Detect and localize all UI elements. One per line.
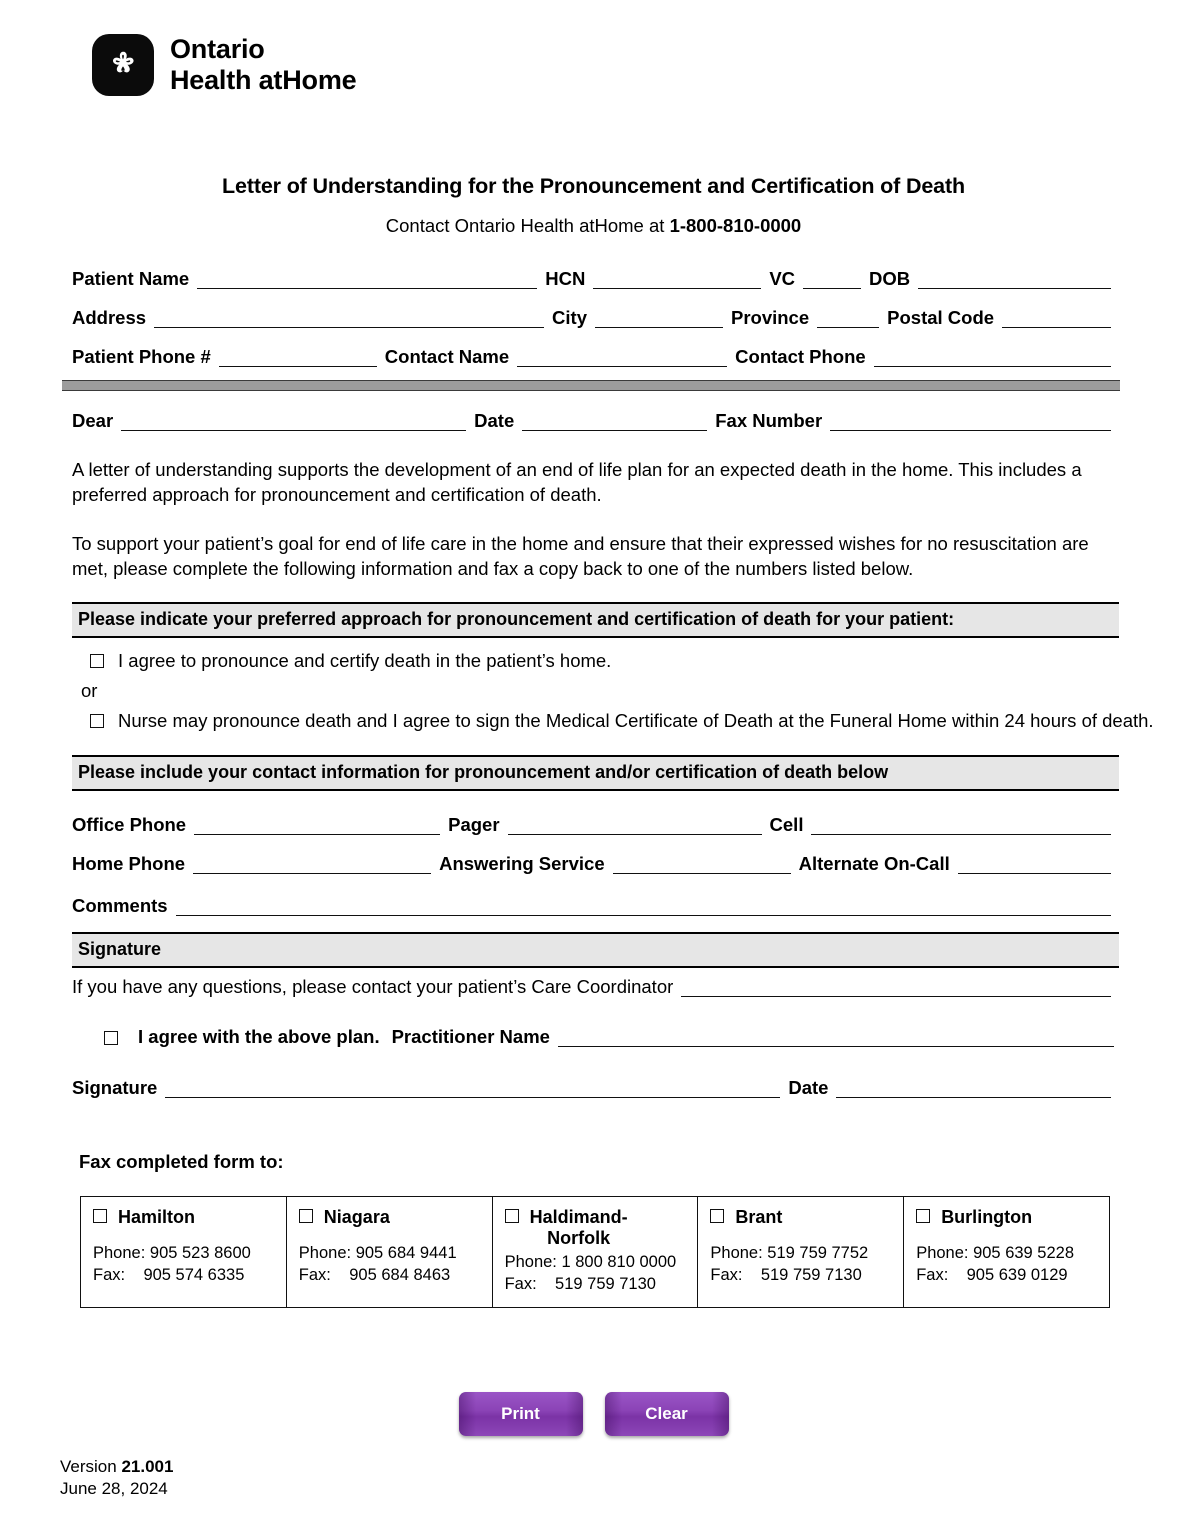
- checkbox-pronounce-at-home-icon[interactable]: [90, 654, 104, 668]
- fax-value: 905 639 0129: [966, 1265, 1068, 1284]
- care-coordinator-text: If you have any questions, please contact your patient’s Care Coordinator: [72, 976, 674, 997]
- fax-table-title: Fax completed form to:: [79, 1151, 284, 1172]
- signature-date-label: Date: [788, 1077, 829, 1098]
- signature-label: Signature: [72, 1077, 158, 1098]
- brand-line-2: Health atHome: [170, 65, 357, 95]
- phone-value: 905 523 8600: [149, 1243, 251, 1262]
- fax-office-name: Niagara: [323, 1207, 390, 1227]
- approach-option-2[interactable]: [90, 710, 1154, 732]
- contact-subtitle: [0, 215, 1187, 237]
- patient-phone-row: [72, 346, 1119, 368]
- answering-service-label: Answering Service: [439, 853, 605, 874]
- checkbox-agree-plan-icon[interactable]: [104, 1031, 118, 1045]
- contact-name-input[interactable]: [517, 349, 727, 367]
- cell-input[interactable]: [811, 817, 1111, 835]
- home-phone-input[interactable]: [193, 856, 431, 874]
- fax-office-header: [505, 1207, 686, 1249]
- fax-number-label: Fax Number: [715, 410, 823, 431]
- phone-label: Phone:: [298, 1243, 352, 1262]
- fax-label: Fax:: [298, 1265, 331, 1284]
- fax-label: Fax:: [504, 1274, 537, 1293]
- comments-row: [72, 895, 1119, 917]
- fax-office-header: [299, 1207, 480, 1228]
- comments-label: Comments: [72, 895, 168, 916]
- phone-value: 905 684 9441: [355, 1243, 457, 1262]
- dob-label: DOB: [869, 268, 911, 289]
- fax-office-name: Brant: [735, 1207, 783, 1227]
- phone-value: 1 800 810 0000: [561, 1252, 677, 1271]
- or-label: or: [81, 680, 98, 701]
- patient-name-label: Patient Name: [72, 268, 190, 289]
- answering-service-input[interactable]: [613, 856, 791, 874]
- fax-value: 519 759 7130: [555, 1274, 656, 1293]
- home-phone-label: Home Phone: [72, 853, 186, 874]
- checkbox-niagara-icon[interactable]: [299, 1209, 313, 1223]
- fax-office-header: [710, 1207, 891, 1228]
- dear-label: Dear: [72, 410, 114, 431]
- fax-row: [710, 1266, 861, 1284]
- page-title: Letter of Understanding for the Pronouncement and Certification of Death: [222, 174, 965, 198]
- fax-office-numbers: [93, 1242, 274, 1286]
- version-line: [60, 1456, 173, 1478]
- table-cell-burlington[interactable]: [904, 1197, 1109, 1307]
- phone-value: 519 759 7752: [767, 1243, 869, 1262]
- form-actions: [0, 1392, 1187, 1436]
- approach-section-header: Please indicate your preferred approach for pronouncement and certification of death for your patient:: [72, 602, 1119, 638]
- office-phone-row: [72, 814, 1119, 836]
- pager-input[interactable]: [508, 817, 762, 835]
- contact-phone-label: Contact Phone: [735, 346, 866, 367]
- subtitle-prefix: Contact Ontario Health atHome at: [385, 215, 670, 236]
- phone-label: Phone:: [916, 1243, 969, 1262]
- checkbox-burlington-icon[interactable]: [916, 1209, 930, 1223]
- hcn-label: HCN: [545, 268, 586, 289]
- table-cell-haldimand-norfolk[interactable]: [493, 1197, 699, 1307]
- home-phone-row: [72, 853, 1119, 875]
- phone-row: [710, 1244, 868, 1262]
- patient-name-input[interactable]: [197, 271, 537, 289]
- patient-name-row: [72, 268, 1119, 290]
- alternate-oncall-label: Alternate On-Call: [798, 853, 950, 874]
- fax-office-header: [916, 1207, 1097, 1228]
- phone-row: [299, 1244, 457, 1262]
- ontario-trillium-logo-icon: [92, 34, 154, 96]
- fax-office-name: Burlington: [941, 1207, 1033, 1227]
- care-coordinator-row: [72, 976, 1119, 998]
- version-label: Version: [60, 1457, 122, 1476]
- subtitle-phone: 1-800-810-0000: [669, 215, 802, 236]
- fax-office-numbers: [505, 1251, 686, 1295]
- agree-plan-row[interactable]: [104, 1026, 1122, 1048]
- postal-code-label: Postal Code: [887, 307, 995, 328]
- fax-office-numbers: [916, 1242, 1097, 1286]
- address-input[interactable]: [154, 310, 544, 328]
- province-label: Province: [730, 307, 810, 328]
- province-input[interactable]: [817, 310, 879, 328]
- fax-row: [93, 1266, 244, 1284]
- office-phone-label: Office Phone: [72, 814, 187, 835]
- fax-row: [505, 1275, 656, 1293]
- approach-option-1-label: I agree to pronounce and certify death in the patient’s home.: [118, 650, 612, 671]
- fax-office-numbers: [710, 1242, 891, 1286]
- fax-office-header: [93, 1207, 274, 1228]
- table-cell-brant[interactable]: [698, 1197, 904, 1307]
- intro-paragraph-1: A letter of understanding supports the development of an end of life plan for an expected death in the home. This includes a preferred approach for pronouncement and certification of death.: [72, 459, 1082, 505]
- print-button[interactable]: [459, 1392, 583, 1436]
- vc-input[interactable]: [803, 271, 861, 289]
- clear-button-label: Clear: [645, 1404, 688, 1423]
- vc-label: VC: [769, 268, 796, 289]
- approach-or-text: [81, 680, 97, 702]
- fax-row: [299, 1266, 450, 1284]
- checkbox-hamilton-icon[interactable]: [93, 1209, 107, 1223]
- print-button-label: Print: [501, 1404, 540, 1423]
- cell-label: Cell: [769, 814, 804, 835]
- letter-date-label: Date: [474, 410, 515, 431]
- letter-date-input[interactable]: [522, 413, 707, 431]
- phone-row: [505, 1253, 677, 1271]
- fax-office-name-line2: Norfolk: [547, 1227, 611, 1248]
- clear-button[interactable]: [605, 1392, 729, 1436]
- fax-office-name: Hamilton: [118, 1207, 196, 1227]
- fax-row: [916, 1266, 1067, 1284]
- phone-label: Phone:: [93, 1243, 146, 1262]
- address-row: [72, 307, 1119, 329]
- practitioner-name-label: Practitioner Name: [391, 1026, 550, 1047]
- checkbox-haldimand-norfolk-icon[interactable]: [505, 1209, 519, 1223]
- fax-number-input[interactable]: [830, 413, 1111, 431]
- signature-input[interactable]: [165, 1080, 780, 1098]
- comments-input[interactable]: [176, 898, 1111, 916]
- city-label: City: [552, 307, 587, 328]
- contact-name-label: Contact Name: [384, 346, 510, 367]
- fax-value: 905 574 6335: [143, 1265, 245, 1284]
- postal-code-input[interactable]: [1002, 310, 1111, 328]
- phone-value: 905 639 5228: [973, 1243, 1075, 1262]
- dob-input[interactable]: [918, 271, 1111, 289]
- agree-plan-label: I agree with the above plan.: [138, 1026, 380, 1047]
- contact-section-header: Please include your contact information for pronouncement and/or certification of death below: [72, 755, 1119, 791]
- address-label: Address: [72, 307, 147, 328]
- version-number: 21.001: [121, 1457, 174, 1476]
- fax-office-numbers: [299, 1242, 480, 1286]
- practitioner-name-input[interactable]: [558, 1029, 1114, 1047]
- fax-value: 905 684 8463: [349, 1265, 451, 1284]
- dear-input[interactable]: [121, 413, 466, 431]
- city-input[interactable]: [595, 310, 723, 328]
- document-version-footer: [60, 1456, 173, 1501]
- table-cell-hamilton[interactable]: [81, 1197, 287, 1307]
- signature-date-input[interactable]: [836, 1080, 1111, 1098]
- patient-phone-input[interactable]: [219, 349, 377, 367]
- table-cell-niagara[interactable]: [287, 1197, 493, 1307]
- contact-phone-input[interactable]: [874, 349, 1111, 367]
- phone-label: Phone:: [710, 1243, 763, 1262]
- version-date: June 28, 2024: [60, 1479, 168, 1499]
- care-coordinator-input[interactable]: [681, 979, 1111, 997]
- fax-label: Fax:: [93, 1265, 126, 1284]
- approach-option-1[interactable]: [90, 650, 611, 672]
- section-divider: [62, 380, 1120, 391]
- phone-row: [916, 1244, 1074, 1262]
- patient-phone-label: Patient Phone #: [72, 346, 211, 367]
- checkbox-nurse-pronounce-icon[interactable]: [90, 714, 104, 728]
- phone-label: Phone:: [504, 1252, 557, 1271]
- fax-offices-table: [80, 1196, 1110, 1308]
- hcn-input[interactable]: [593, 271, 761, 289]
- phone-row: [93, 1244, 251, 1262]
- office-phone-input[interactable]: [194, 817, 440, 835]
- fax-label: Fax:: [710, 1265, 743, 1284]
- intro-paragraph-2: To support your patient’s goal for end of life care in the home and ensure that their expressed wishes for no resuscitation are met, please complete the following information and fax a copy back to one of the numbers listed below.: [72, 533, 1089, 579]
- signature-row: [72, 1077, 1119, 1099]
- fax-office-name: Haldimand-: [529, 1207, 628, 1227]
- brand-line-1: Ontario: [170, 34, 265, 65]
- brand-wordmark: [170, 34, 356, 96]
- fax-value: 519 759 7130: [760, 1265, 862, 1284]
- brand-logo: [92, 34, 356, 96]
- signature-section-header: Signature: [72, 932, 1119, 968]
- letter-header-row: [72, 410, 1119, 432]
- approach-option-2-label: Nurse may pronounce death and I agree to sign the Medical Certificate of Death at the Funeral Home within 24 hours of death.: [118, 710, 1154, 731]
- pager-label: Pager: [448, 814, 500, 835]
- fax-label: Fax:: [916, 1265, 949, 1284]
- alternate-oncall-input[interactable]: [958, 856, 1111, 874]
- checkbox-brant-icon[interactable]: [710, 1209, 724, 1223]
